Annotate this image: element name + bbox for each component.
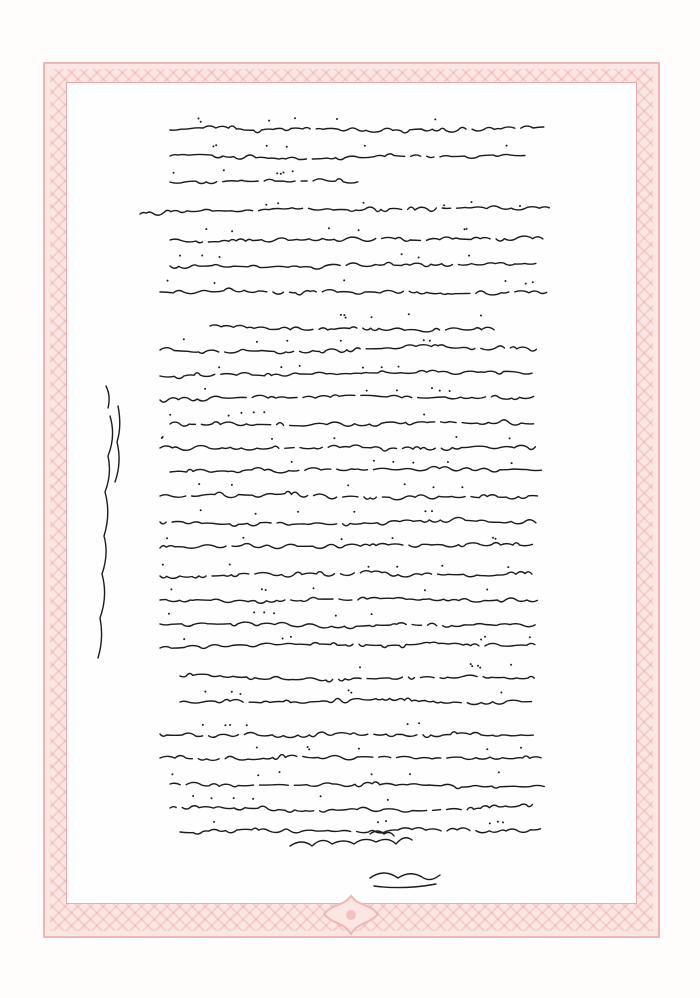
diacritic-dot <box>215 144 217 146</box>
diacritic-dot <box>489 822 491 824</box>
diacritic-dot <box>434 118 436 120</box>
diacritic-dot <box>297 511 299 513</box>
diacritic-dot <box>412 462 414 464</box>
diacritic-dot <box>373 460 375 462</box>
diacritic-dot <box>280 173 282 175</box>
diacritic-dot <box>263 411 265 413</box>
diacritic-dot <box>218 366 220 368</box>
handwritten-line <box>160 395 534 402</box>
diacritic-dot <box>336 118 338 120</box>
handwritten-line <box>170 126 544 133</box>
diacritic-dot <box>268 120 270 122</box>
handwritten-line <box>160 571 532 579</box>
diacritic-dot <box>347 484 349 486</box>
diacritic-dot <box>335 615 337 617</box>
diacritic-dot <box>273 612 275 614</box>
diacritic-dot <box>429 340 431 342</box>
handwritten-line <box>160 543 532 549</box>
diacritic-dot <box>343 314 345 316</box>
diacritic-dot <box>290 636 292 638</box>
diacritic-dot <box>200 509 202 511</box>
diacritic-dot <box>525 283 527 285</box>
diacritic-dot <box>198 483 200 485</box>
diacritic-dot <box>286 340 288 342</box>
diacritic-dot <box>480 639 482 641</box>
diacritic-dot <box>166 537 168 539</box>
handwritten-line <box>170 420 534 426</box>
diacritic-dot <box>497 821 499 823</box>
diacritic-dot <box>228 415 230 417</box>
diacritic-dot <box>231 230 233 232</box>
diacritic-dot <box>500 692 502 694</box>
diacritic-dot <box>200 121 202 123</box>
diacritic-dot <box>211 797 213 799</box>
diacritic-dot <box>340 340 342 342</box>
diacritic-dot <box>424 510 426 512</box>
diacritic-dot <box>479 667 481 669</box>
diacritic-dot <box>246 724 248 726</box>
diacritic-dot <box>471 201 473 203</box>
diacritic-dot <box>173 172 175 174</box>
handwritten-line <box>140 206 549 215</box>
diacritic-dot <box>464 228 466 230</box>
handwritten-line <box>180 698 532 704</box>
handwritten-line <box>160 445 535 451</box>
diacritic-dot <box>358 748 360 750</box>
diacritic-dot <box>392 461 394 463</box>
diacritic-dot <box>424 589 426 591</box>
diacritic-dot <box>229 564 231 566</box>
handwritten-line <box>160 755 541 761</box>
handwritten-line <box>160 622 535 629</box>
diacritic-dot <box>507 566 509 568</box>
diacritic-dot <box>213 821 215 823</box>
diacritic-dot <box>362 367 364 369</box>
handwritten-line <box>160 517 536 526</box>
diacritic-dot <box>468 255 470 257</box>
diacritic-dot <box>202 724 204 726</box>
handwritten-line <box>170 179 358 184</box>
diacritic-dot <box>283 172 285 174</box>
handwritten-text-block <box>70 86 633 900</box>
diacritic-dot <box>359 666 361 668</box>
diacritic-dot <box>353 511 355 513</box>
handwritten-line <box>180 673 534 681</box>
diacritic-dot <box>484 636 486 638</box>
diacritic-dot <box>162 436 164 438</box>
diacritic-dot <box>398 366 400 368</box>
diacritic-dot <box>286 146 288 148</box>
handwritten-line <box>180 828 540 834</box>
diacritic-dot <box>231 691 233 693</box>
diacritic-dot <box>385 820 387 822</box>
diacritic-dot <box>231 484 233 486</box>
diacritic-dot <box>204 388 206 390</box>
diacritic-dot <box>256 747 258 749</box>
diacritic-dot <box>477 665 479 667</box>
diacritic-dot <box>377 821 379 823</box>
diacritic-dot <box>214 282 216 284</box>
diacritic-dot <box>219 256 221 258</box>
diacritic-dot <box>333 437 335 439</box>
diacritic-dot <box>480 315 482 317</box>
diacritic-dot <box>162 564 164 566</box>
diacritic-dot <box>520 747 522 749</box>
diacritic-dot <box>418 722 420 724</box>
diacritic-dot <box>223 169 225 171</box>
diacritic-dot <box>167 280 169 282</box>
diacritic-dot <box>253 611 255 613</box>
diacritic-dot <box>276 172 278 174</box>
diacritic-dot <box>371 316 373 318</box>
diacritic-dot <box>183 338 185 340</box>
handwritten-line <box>170 782 544 789</box>
diacritic-dot <box>502 821 504 823</box>
diacritic-dot <box>299 365 301 367</box>
diacritic-dot <box>509 437 511 439</box>
diacritic-dot <box>233 797 235 799</box>
diacritic-dot <box>529 636 531 638</box>
diacritic-dot <box>170 588 172 590</box>
handwritten-line <box>160 345 536 354</box>
diacritic-dot <box>257 774 259 776</box>
diacritic-dot <box>201 255 203 257</box>
diacritic-dot <box>204 691 206 693</box>
diacritic-dot <box>343 279 345 281</box>
diacritic-dot <box>431 387 433 389</box>
diacritic-dot <box>255 513 257 515</box>
diacritic-dot <box>387 799 389 801</box>
handwritten-line <box>170 804 532 812</box>
diacritic-dot <box>439 390 441 392</box>
diacritic-dot <box>510 664 512 666</box>
diacritic-dot <box>198 118 200 120</box>
diacritic-dot <box>461 486 463 488</box>
diacritic-dot <box>350 692 352 694</box>
diacritic-dot <box>408 313 410 315</box>
handwritten-line <box>170 236 543 243</box>
handwritten-line <box>160 370 532 378</box>
diacritic-dot <box>368 566 370 568</box>
diacritic-dot <box>205 228 207 230</box>
diacritic-dot <box>340 314 342 316</box>
diacritic-dot <box>371 613 373 615</box>
handwritten-line <box>170 154 525 160</box>
diacritic-dot <box>345 317 347 319</box>
diacritic-dot <box>171 773 173 775</box>
diacritic-dot <box>404 483 406 485</box>
diacritic-dot <box>294 117 296 119</box>
diacritic-dot <box>229 724 231 726</box>
margin-note <box>98 386 120 658</box>
handwritten-line <box>160 642 535 648</box>
diacritic-dot <box>277 202 279 204</box>
diacritic-dot <box>511 462 513 464</box>
diacritic-dot <box>363 202 365 204</box>
diacritic-dot <box>358 229 360 231</box>
diacritic-dot <box>396 566 398 568</box>
diacritic-dot <box>271 438 273 440</box>
diacritic-dot <box>371 773 373 775</box>
diacritic-dot <box>282 638 284 640</box>
diacritic-dot <box>239 693 241 695</box>
handwritten-line <box>210 325 494 332</box>
diacritic-dot <box>313 587 315 589</box>
diacritic-dot <box>341 538 343 540</box>
diacritic-dot <box>381 366 383 368</box>
diacritic-dot <box>192 795 194 797</box>
diacritic-dot <box>291 461 293 463</box>
diacritic-dot <box>433 486 435 488</box>
handwritten-line <box>160 732 533 738</box>
diacritic-dot <box>396 389 398 391</box>
diacritic-dot <box>364 145 366 147</box>
diacritic-dot <box>168 613 170 615</box>
diacritic-dot <box>240 412 242 414</box>
diacritic-dot <box>279 771 281 773</box>
diacritic-dot <box>348 689 350 691</box>
diacritic-dot <box>455 436 457 438</box>
diacritic-dot <box>183 638 185 640</box>
diacritic-dot <box>169 414 171 416</box>
diacritic-dot <box>470 663 472 665</box>
diacritic-dot <box>401 253 403 255</box>
diacritic-dot <box>308 748 310 750</box>
diacritic-dot <box>486 589 488 591</box>
handwritten-line <box>170 262 536 269</box>
diacritic-dot <box>261 588 263 590</box>
diacritic-dot <box>328 227 330 229</box>
diacritic-dot <box>418 257 420 259</box>
diacritic-dot <box>392 537 394 539</box>
handwritten-line <box>160 491 537 499</box>
diacritic-dot <box>423 339 425 341</box>
diacritic-dot <box>212 145 214 147</box>
diacritic-dot <box>266 145 268 147</box>
diacritic-dot <box>506 145 508 147</box>
diacritic-dot <box>466 228 468 230</box>
diacritic-dot <box>441 565 443 567</box>
handwritten-line <box>170 467 542 473</box>
diacritic-dot <box>224 724 226 726</box>
diacritic-dot <box>519 205 521 207</box>
diacritic-dot <box>242 537 244 539</box>
diacritic-dot <box>498 771 500 773</box>
handwritten-lines <box>140 117 549 834</box>
diacritic-dot <box>471 665 473 667</box>
diacritic-dot <box>443 204 445 206</box>
diacritic-dot <box>407 723 409 725</box>
diacritic-dot <box>179 255 181 257</box>
signature <box>370 873 440 888</box>
diacritic-dot <box>447 461 449 463</box>
date-handwritten <box>290 831 412 846</box>
handwritten-line <box>160 597 537 603</box>
diacritic-dot <box>265 204 267 206</box>
diacritic-dot <box>532 281 534 283</box>
decorative-ornament-icon <box>318 892 384 938</box>
diacritic-dot <box>409 773 411 775</box>
handwritten-line <box>160 288 547 295</box>
diacritic-dot <box>431 510 433 512</box>
diacritic-dot <box>263 611 265 613</box>
diacritic-dot <box>366 390 368 392</box>
diacritic-dot <box>505 280 507 282</box>
diacritic-dot <box>256 341 258 343</box>
diacritic-dot <box>292 170 294 172</box>
diacritic-dot <box>423 414 425 416</box>
diacritic-dot <box>280 366 282 368</box>
diacritic-dot <box>492 537 494 539</box>
diacritic-dot <box>307 746 309 748</box>
diacritic-dot <box>486 748 488 750</box>
diacritic-dot <box>265 589 267 591</box>
diacritic-dot <box>495 538 497 540</box>
diacritic-dot <box>253 411 255 413</box>
diacritic-dot <box>320 795 322 797</box>
diacritic-dot <box>252 798 254 800</box>
diacritic-dot <box>449 390 451 392</box>
